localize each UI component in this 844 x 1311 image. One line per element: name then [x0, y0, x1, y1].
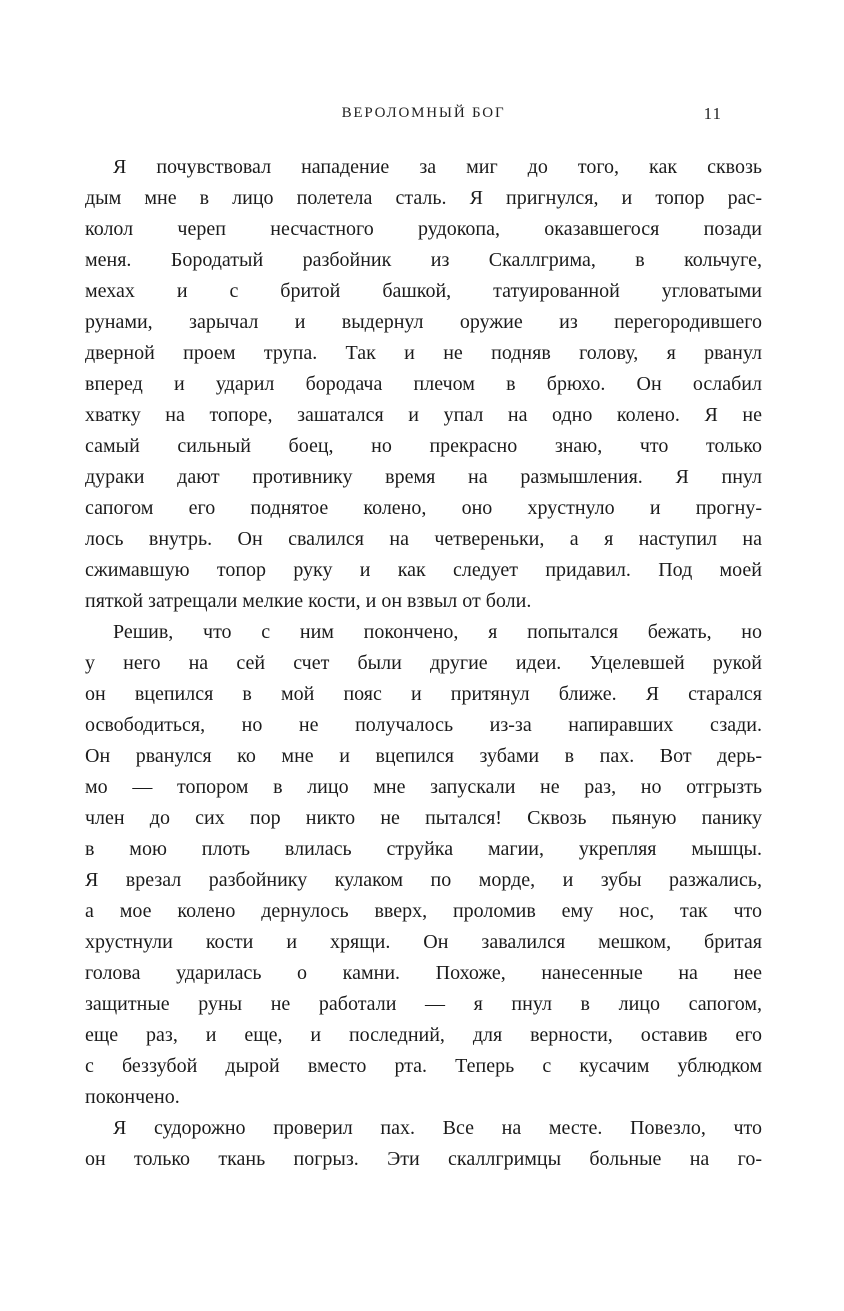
paragraph: [85, 1113, 762, 1175]
body-text: [85, 152, 762, 1175]
text-line: колол череп несчастного рудокопа, оказавшегося позади: [85, 218, 762, 240]
text-line: дым мне в лицо полетела сталь. Я пригнулся, и топор рас-: [85, 187, 762, 209]
text-line: а мое колено дернулось вверх, проломив ему нос, так что: [85, 900, 762, 922]
text-line: голова ударилась о камни. Похоже, нанесенные на нее: [85, 962, 762, 984]
text-line: рунами, зарычал и выдернул оружие из перегородившего: [85, 311, 762, 333]
paragraph: [85, 152, 762, 617]
text-line: хватку на топоре, зашатался и упал на одно колено. Я не: [85, 404, 762, 426]
text-line: освободиться, но не получалось из-за напиравших сзади.: [85, 714, 762, 736]
text-line: он только ткань погрыз. Эти скаллгримцы больные на го-: [85, 1148, 762, 1170]
text-line: в мою плоть влилась струйка магии, укрепляя мышцы.: [85, 838, 762, 860]
text-line: сжимавшую топор руку и как следует придавил. Под моей: [85, 559, 762, 581]
text-line: Я почувствовал нападение за миг до того, как сквозь: [113, 156, 762, 178]
text-line: хрустнули кости и хрящи. Он завалился мешком, бритая: [85, 931, 762, 953]
text-line: защитные руны не работали — я пнул в лицо сапогом,: [85, 993, 762, 1015]
text-line: самый сильный боец, но прекрасно знаю, что только: [85, 435, 762, 457]
text-line: сапогом его поднятое колено, оно хрустнуло и прогну-: [85, 497, 762, 519]
text-line: пяткой затрещали мелкие кости, и он взвыл от боли.: [85, 590, 532, 612]
text-line: он вцепился в мой пояс и притянул ближе. Я старался: [85, 683, 762, 705]
text-line: еще раз, и еще, и последний, для верности, оставив его: [85, 1024, 762, 1046]
text-line: Решив, что с ним покончено, я попытался бежать, но: [113, 621, 762, 643]
text-line: Я судорожно проверил пах. Все на месте. Повезло, что: [113, 1117, 762, 1139]
text-line: вперед и ударил бородача плечом в брюхо. Он ослабил: [85, 373, 762, 395]
text-line: меня. Бородатый разбойник из Скаллгрима, в кольчуге,: [85, 249, 762, 271]
text-line: Он рванулся ко мне и вцепился зубами в пах. Вот дерь-: [85, 745, 762, 767]
text-line: у него на сей счет были другие идеи. Уцелевшей рукой: [85, 652, 762, 674]
text-line: лось внутрь. Он свалился на четвереньки, а я наступил на: [85, 528, 762, 550]
page-header: [85, 104, 762, 126]
running-title: ВЕРОЛОМНЫЙ БОГ: [341, 105, 506, 121]
text-line: дураки дают противнику время на размышления. Я пнул: [85, 466, 762, 488]
text-line: Я врезал разбойнику кулаком по морде, и зубы разжались,: [85, 869, 762, 891]
text-line: мо — топором в лицо мне запускали не раз, но отгрызть: [85, 776, 762, 798]
text-line: покончено.: [85, 1086, 180, 1108]
paragraph: [85, 617, 762, 1113]
text-line: с беззубой дырой вместо рта. Теперь с кусачим ублюдком: [85, 1055, 762, 1077]
text-line: член до сих пор никто не пытался! Сквозь пьяную панику: [85, 807, 762, 829]
text-line: мехах и с бритой башкой, татуированной угловатыми: [85, 280, 762, 302]
text-line: дверной проем трупа. Так и не подняв голову, я рванул: [85, 342, 762, 364]
page-number: 11: [703, 104, 722, 123]
